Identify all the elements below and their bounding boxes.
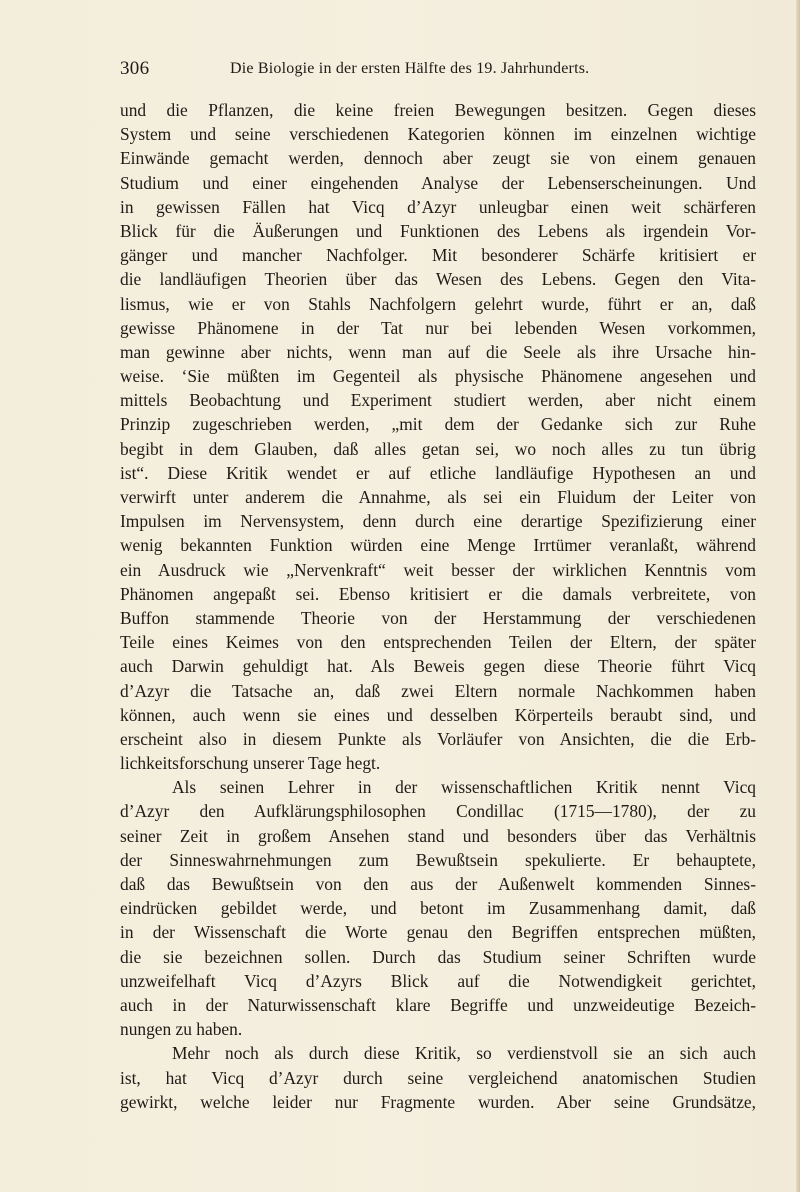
body-text — [120, 98, 756, 1114]
text-line: daß das Bewußtsein von den aus der Außenwelt kommenden Sinnes- — [120, 874, 756, 894]
text-line: ist“. Diese Kritik wendet er auf etliche landläufige Hypothesen an und — [120, 462, 756, 483]
paragraph-end-line: lichkeitsforschung unserer Tage hegt. — [120, 753, 381, 774]
text-line: eindrücken gebildet werde, und betont im Zusammenhang damit, daß — [120, 898, 756, 919]
text-line: ist, hat Vicq d’Azyr durch seine vergleichend anatomischen Studien — [120, 1067, 756, 1088]
text-line: man gewinne aber nichts, wenn man auf die Seele als ihre Ursache hin- — [120, 341, 756, 362]
text-line: Buffon stammende Theorie von der Herstammung der verschiedenen — [120, 607, 756, 628]
page-header — [120, 58, 756, 84]
text-line: begibt in dem Glauben, daß alles getan sei, wo noch alles zu tun übrig — [120, 438, 756, 459]
text-line: Prinzip zugeschrieben werden, „mit dem der Gedanke sich zur Ruhe — [120, 414, 756, 435]
text-line: Einwände gemacht werden, dennoch aber zeugt sie von einem genauen — [120, 148, 756, 169]
text-line: erscheint also in diesem Punkte als Vorläufer von Ansichten, die die Erb- — [120, 728, 756, 749]
text-line: System und seine verschiedenen Kategorien können im einzelnen wichtige — [120, 124, 756, 145]
text-line: d’Azyr den Aufklärungsphilosophen Condillac (1715—1780), der zu — [120, 801, 756, 822]
paragraph-start-line: Mehr noch als durch diese Kritik, so verdienstvoll sie an sich auch — [172, 1043, 756, 1064]
running-title: Die Biologie in der ersten Hälfte des 19. Jahrhunderts. — [230, 60, 590, 77]
text-line: gewisse Phänomene in der Tat nur bei lebenden Wesen vorkommen, — [120, 317, 756, 338]
text-line: wenig bekannten Funktion würden eine Menge Irrtümer veranlaßt, während — [120, 535, 756, 556]
text-line: weise. ‘Sie müßten im Gegenteil als physische Phänomene angesehen und — [120, 366, 756, 387]
text-line: in der Wissenschaft die Worte genau den Begriffen entsprechen müßten, — [120, 922, 756, 943]
text-line: d’Azyr die Tatsache an, daß zwei Eltern normale Nachkommen haben — [120, 680, 756, 701]
text-line: Studium und einer eingehenden Analyse der Lebenserscheinungen. Und — [120, 172, 756, 193]
text-line: auch Darwin gehuldigt hat. Als Beweis gegen diese Theorie führt Vicq — [120, 656, 756, 677]
text-line: ein Ausdruck wie „Nervenkraft“ weit besser der wirklichen Kenntnis vom — [120, 559, 756, 580]
text-line: der Sinneswahrnehmungen zum Bewußtsein spekulierte. Er behauptete, — [120, 849, 756, 870]
text-line: und die Pflanzen, die keine freien Bewegungen besitzen. Gegen dieses — [120, 100, 756, 120]
text-line: gänger und mancher Nachfolger. Mit besonderer Schärfe kritisiert er — [120, 245, 756, 266]
page-number: 306 — [120, 58, 150, 79]
text-line: lismus, wie er von Stahls Nachfolgern gelehrt wurde, führt er an, daß — [120, 293, 756, 314]
text-line: die sie bezeichnen sollen. Durch das Studium seiner Schriften wurde — [120, 946, 756, 967]
text-line: die landläufigen Theorien über das Wesen des Lebens. Gegen den Vita- — [120, 269, 756, 290]
text-line: unzweifelhaft Vicq d’Azyrs Blick auf die Notwendigkeit gerichtet, — [120, 970, 756, 991]
text-line: Teile eines Keimes von den entsprechenden Teilen der Eltern, der später — [120, 632, 756, 653]
page-edge — [796, 0, 800, 1192]
text-line: Blick für die Äußerungen und Funktionen des Lebens als irgendein Vor- — [120, 220, 756, 241]
paragraph-end-line: nungen zu haben. — [120, 1019, 243, 1040]
text-line: Phänomen angepaßt sei. Ebenso kritisiert er die damals verbreitete, von — [120, 583, 756, 604]
text-line: Impulsen im Nervensystem, denn durch eine derartige Spezifizierung einer — [120, 511, 756, 532]
text-line: verwirft unter anderem die Annahme, als sei ein Fluidum der Leiter von — [120, 487, 756, 507]
text-line: können, auch wenn sie eines und desselben Körperteils beraubt sind, und — [120, 704, 756, 725]
text-line: gewirkt, welche leider nur Fragmente wurden. Aber seine Grundsätze, — [120, 1091, 756, 1112]
text-line: mittels Beobachtung und Experiment studiert werden, aber nicht einem — [120, 390, 756, 411]
paragraph-start-line: Als seinen Lehrer in der wissenschaftlichen Kritik nennt Vicq — [172, 777, 756, 798]
text-line: seiner Zeit in großem Ansehen stand und besonders über das Verhältnis — [120, 825, 756, 846]
text-line: in gewissen Fällen hat Vicq d’Azyr unleugbar einen weit schärferen — [120, 196, 756, 217]
text-line: auch in der Naturwissenschaft klare Begriffe und unzweideutige Bezeich- — [120, 994, 756, 1015]
